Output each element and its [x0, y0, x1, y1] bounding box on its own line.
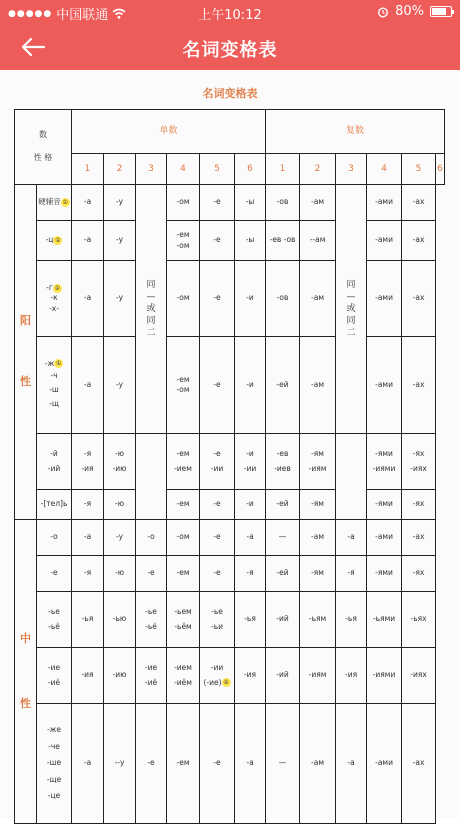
battery-fill [432, 8, 446, 15]
gender-label: 性 [20, 375, 31, 388]
table-cell: — [266, 704, 300, 824]
table-cell: -и [235, 337, 266, 434]
table-cell: -ей [266, 337, 300, 434]
table-cell: -ию [104, 648, 136, 704]
table-cell: -ье -ьи [200, 592, 235, 648]
table-cell: -ия [235, 648, 266, 704]
table-cell: -е [200, 221, 235, 261]
table-cell: -ями [367, 490, 402, 520]
table-cell: -я [72, 490, 104, 520]
table-cell: -ям [300, 490, 336, 520]
table-cell: -ах [402, 185, 436, 221]
signal-icon: ●●●●● [8, 8, 53, 19]
case-header: 3 [136, 154, 167, 185]
table-cell: -ия [72, 648, 104, 704]
table-cell: -ью [104, 592, 136, 648]
table-cell-text: -ии [210, 663, 224, 673]
table-cell: -ах [402, 337, 436, 434]
table-cell: -ьем -ьём [167, 592, 200, 648]
status-time: 上午10:12 [198, 8, 262, 23]
plural-header: 复数 [266, 110, 445, 154]
case-header: 5 [200, 154, 235, 185]
table-cell: -ей [266, 490, 300, 520]
ending-text: 硬辅音 [38, 197, 61, 207]
table-cell: -ях -иях [402, 434, 436, 490]
table-cell: -ья [235, 592, 266, 648]
table-cell: -иях [402, 648, 436, 704]
ending-cell [37, 221, 72, 261]
table-cell: -ах [402, 261, 436, 337]
table-cell: -ям -иям [300, 434, 336, 490]
case-header: 4 [367, 154, 402, 185]
declension-table [14, 109, 445, 824]
table-cell [200, 648, 235, 704]
battery-icon [430, 6, 452, 17]
table-cell: -и -ии [235, 434, 266, 490]
gender-masculine [15, 185, 37, 520]
table-cell: -а [72, 185, 104, 221]
table-cell: -е [200, 337, 235, 434]
case-header: 3 [336, 154, 367, 185]
table-cell: -ам [300, 520, 336, 556]
gender-label: 中 [20, 631, 31, 645]
table-cell-text: (-ие) [203, 677, 222, 687]
table-cell: -ах [402, 704, 436, 824]
table-cell: -е [200, 490, 235, 520]
table-cell: -ом [167, 261, 200, 337]
ending-cell: -е [37, 556, 72, 592]
table-cell: -о [136, 520, 167, 556]
table-cell-empty [136, 434, 167, 520]
table-row [15, 337, 445, 434]
table-row [15, 704, 445, 824]
table-cell: -ях [402, 556, 436, 592]
table-cell: -а [72, 337, 104, 434]
table-cell: -а [235, 704, 266, 824]
table-cell: -е -ии [200, 434, 235, 490]
table-cell: --у [104, 704, 136, 824]
status-right [377, 4, 452, 19]
table-cell: -ие -иё [136, 648, 167, 704]
table-cell: — [266, 520, 300, 556]
alarm-icon [377, 6, 389, 18]
table-cell: -ям [300, 556, 336, 592]
table-cell: -а [72, 261, 104, 337]
case-header: 2 [104, 154, 136, 185]
ending-cell: -ье -ьё [37, 592, 72, 648]
table-cell: -у [104, 520, 136, 556]
table-cell: -иям [300, 648, 336, 704]
table-row [15, 221, 445, 261]
case-header: 1 [266, 154, 300, 185]
case-header: 4 [167, 154, 200, 185]
table-row [15, 185, 445, 221]
table-cell: -у [104, 221, 136, 261]
battery-percent: 80% [395, 4, 424, 19]
table-cell: -ьями [367, 592, 402, 648]
table-cell: -ах [402, 520, 436, 556]
table-cell-empty [336, 434, 367, 520]
table-cell: -и [235, 490, 266, 520]
table-row [15, 648, 445, 704]
table-cell: -у [104, 261, 136, 337]
ending-text: -к -х- [49, 293, 59, 313]
case-header: 6 [436, 154, 445, 185]
table-cell: -ам [300, 337, 336, 434]
table-row [15, 490, 445, 520]
header-row-number [15, 110, 445, 154]
table-cell: -е [200, 261, 235, 337]
table-cell: -ем [167, 704, 200, 824]
footnote-marker: ① [55, 236, 61, 244]
table-cell: -ы [235, 221, 266, 261]
table-cell: -ами [367, 185, 402, 221]
table-cell: --ам [300, 221, 336, 261]
table-cell: -ем [167, 490, 200, 520]
ending-cell: -й -ий [37, 434, 72, 490]
case-header: 6 [235, 154, 266, 185]
table-cell: -ев -ов [266, 221, 300, 261]
ending-text: -ц [45, 235, 54, 245]
document-image [0, 70, 460, 818]
footnote-marker: ① [62, 198, 68, 206]
nav-bar [0, 24, 460, 70]
table-cell: -а [336, 520, 367, 556]
table-cell: -ах [402, 221, 436, 261]
ending-text: -ч -ш -щ [49, 370, 59, 409]
ending-text: -ж [44, 358, 55, 368]
table-cell: -ье -ьё [136, 592, 167, 648]
case-header: 2 [300, 154, 336, 185]
table-row [15, 261, 445, 337]
corner-number-label: 数 [39, 130, 47, 140]
table-cell: -ом [167, 520, 200, 556]
table-cell: -ий [266, 592, 300, 648]
table-cell: -у [104, 185, 136, 221]
corner-cell [15, 110, 72, 185]
table-cell: -ием -иём [167, 648, 200, 704]
table-title: 名词变格表 [202, 87, 258, 100]
header-row-cases [15, 154, 445, 185]
table-cell: -я [235, 556, 266, 592]
table-cell: -а [72, 221, 104, 261]
table-cell: -е [136, 556, 167, 592]
ending-cell: -[тел]ь [37, 490, 72, 520]
table-cell: -а [336, 704, 367, 824]
table-cell: -а [72, 704, 104, 824]
table-cell: -ю -ию [104, 434, 136, 490]
table-cell: -е [136, 704, 167, 824]
table-cell: -ях [402, 490, 436, 520]
table-cell: -ами [367, 337, 402, 434]
ending-cell [37, 185, 72, 221]
table-cell: -ов [266, 261, 300, 337]
table-cell: -ю [104, 556, 136, 592]
same-as-note: 同 — 或 同 二 [336, 185, 367, 434]
ending-text: -г [46, 283, 53, 293]
table-cell: -ов [266, 185, 300, 221]
table-cell: -е [200, 556, 235, 592]
table-cell: -ам [300, 261, 336, 337]
table-cell: -у [104, 337, 136, 434]
table-cell: -ами [367, 221, 402, 261]
table-row [15, 556, 445, 592]
table-cell: -ем -ием [167, 434, 200, 490]
table-row [15, 520, 445, 556]
table-cell: -ами [367, 520, 402, 556]
table-cell: -е [200, 520, 235, 556]
table-cell: -ом [167, 185, 200, 221]
table-cell: -ами [367, 704, 402, 824]
case-header: 5 [402, 154, 436, 185]
corner-gender-case-label: 性 格 [33, 153, 53, 162]
footnote-marker: ② [223, 679, 229, 686]
table-cell: -ам [300, 185, 336, 221]
page-title: 名词变格表 [182, 40, 278, 61]
table-cell: -ю [104, 490, 136, 520]
ending-cell: -ие -иё [37, 648, 72, 704]
table-cell: -ами [367, 261, 402, 337]
table-cell: -ем [167, 556, 200, 592]
ending-cell [37, 337, 72, 434]
table-cell: -ия [336, 648, 367, 704]
footnote-marker: ① [54, 284, 61, 292]
table-cell: -я [72, 556, 104, 592]
table-cell: -ем -ом [167, 221, 200, 261]
table-cell: -а [72, 520, 104, 556]
table-cell: -а [235, 520, 266, 556]
table-row [15, 592, 445, 648]
table-cell: -ья [336, 592, 367, 648]
table-cell: -ьях [402, 592, 436, 648]
gender-neuter [15, 520, 37, 824]
table-cell: -е [200, 185, 235, 221]
table-cell: -ями -иями [367, 434, 402, 490]
table-row [15, 434, 445, 490]
ending-cell: -о [37, 520, 72, 556]
table-cell: -я -ия [72, 434, 104, 490]
case-header: 1 [72, 154, 104, 185]
footnote-marker: ① [56, 360, 62, 368]
gender-label: 阳 [20, 314, 31, 328]
table-cell: -ам [300, 704, 336, 824]
status-bar [0, 0, 460, 24]
table-cell: -ьям [300, 592, 336, 648]
table-cell: -ы [235, 185, 266, 221]
table-cell: -ья [72, 592, 104, 648]
table-cell: -ий [266, 648, 300, 704]
table-cell: -ей [266, 556, 300, 592]
ending-cell: -же -че -ше -ще -це [37, 704, 72, 824]
table-cell: -я [336, 556, 367, 592]
same-as-note: 同 — 或 同 二 [136, 185, 167, 434]
ending-cell [37, 261, 72, 337]
table-cell: -иями [367, 648, 402, 704]
table-cell: -ем -ом [167, 337, 200, 434]
table-cell: -ев -иев [266, 434, 300, 490]
carrier-name: 中国联通 [56, 8, 109, 23]
table-cell: -ями [367, 556, 402, 592]
gender-label: 性 [20, 696, 31, 710]
table-cell: -и [235, 261, 266, 337]
table-cell: -е [200, 704, 235, 824]
singular-header: 单数 [72, 110, 266, 154]
